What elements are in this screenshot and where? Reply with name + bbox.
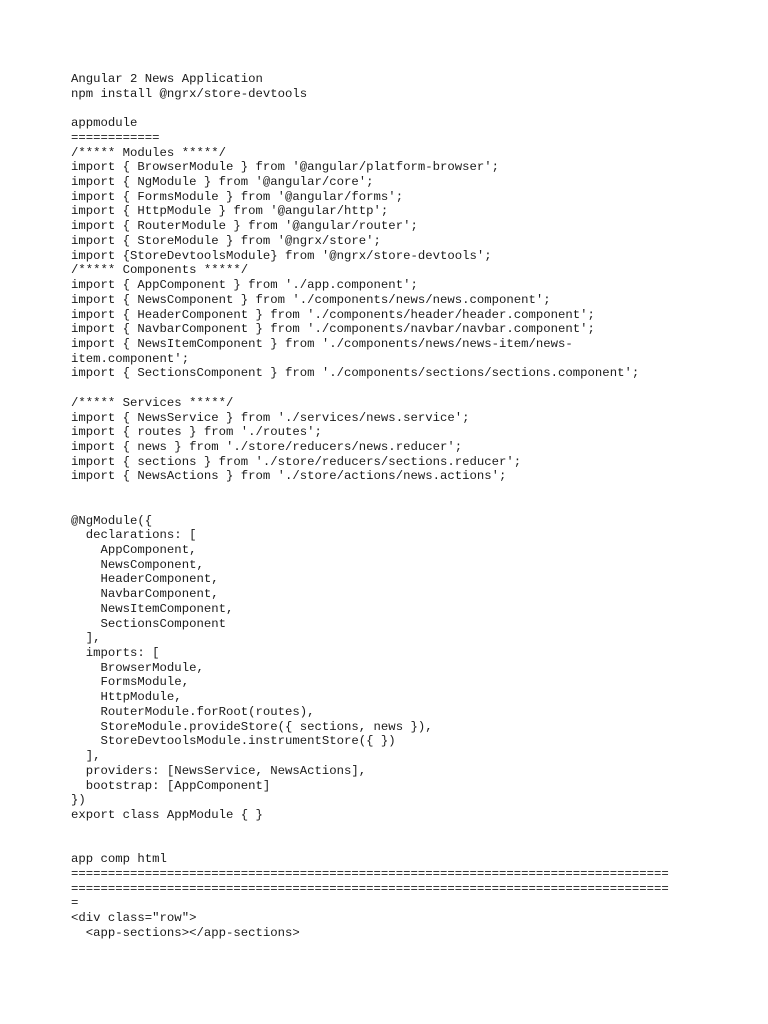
blank-line	[71, 499, 711, 514]
text-line: import { HeaderComponent } from './components/header/header.component';	[71, 307, 595, 322]
text-line: SectionsComponent	[71, 616, 226, 631]
text-line: appmodule	[71, 116, 138, 131]
text-line: RouterModule.forRoot(routes),	[71, 704, 315, 719]
text-line: import { NgModule } from '@angular/core';	[71, 175, 374, 190]
text-line: /***** Services *****/	[71, 395, 234, 410]
blank-line	[71, 823, 711, 838]
text-line: import { sections } from './store/reducers/sections.reducer';	[71, 454, 522, 469]
text-line: =================================================================================	[71, 866, 669, 881]
blank-line	[71, 484, 711, 499]
text-line: FormsModule,	[71, 675, 190, 690]
text-line: <div class="row">	[71, 910, 197, 925]
text-line: StoreModule.provideStore({ sections, news }),	[71, 719, 433, 734]
text-line: import { AppComponent } from './app.component';	[71, 278, 418, 293]
text-line: import { RouterModule } from '@angular/router';	[71, 219, 418, 234]
text-line: BrowserModule,	[71, 660, 204, 675]
text-line: Angular 2 News Application	[71, 72, 263, 86]
text-line: import { NewsItemComponent } from './components/news/news-item/news-	[71, 336, 573, 351]
text-line: StoreDevtoolsModule.instrumentStore({ })	[71, 734, 396, 749]
text-line: NewsComponent,	[71, 557, 204, 572]
text-line: import { HttpModule } from '@angular/http';	[71, 204, 389, 219]
text-line: NavbarComponent,	[71, 587, 219, 602]
text-line: import { BrowserModule } from '@angular/platform-browser';	[71, 160, 500, 175]
text-line: /***** Components *****/	[71, 263, 249, 278]
blank-line	[71, 381, 711, 396]
text-line: bootstrap: [AppComponent]	[71, 778, 271, 793]
text-line: import { SectionsComponent } from './components/sections/sections.component';	[71, 366, 640, 381]
blank-line	[71, 101, 711, 116]
text-line: AppComponent,	[71, 543, 197, 557]
text-line: import { routes } from './routes';	[71, 425, 322, 440]
text-line: app comp html	[71, 852, 167, 867]
text-line: HttpModule,	[71, 690, 182, 705]
text-line: =	[71, 896, 79, 911]
text-line: import { NewsActions } from './store/actions/news.actions';	[71, 469, 507, 484]
text-line: @NgModule({	[71, 513, 153, 528]
text-line: import { news } from './store/reducers/news.reducer';	[71, 439, 463, 454]
text-line: =================================================================================	[71, 881, 669, 896]
text-line: NewsItemComponent,	[71, 601, 234, 616]
text-line: ============	[71, 130, 160, 145]
text-line: import { NavbarComponent } from './components/navbar/navbar.component';	[71, 322, 595, 337]
text-line: import { StoreModule } from '@ngrx/store';	[71, 233, 381, 248]
text-line: HeaderComponent,	[71, 572, 219, 587]
text-line: export class AppModule { }	[71, 807, 263, 822]
blank-line	[71, 837, 711, 852]
text-line: import { NewsService } from './services/news.service';	[71, 410, 470, 425]
text-line: providers: [NewsService, NewsActions],	[71, 763, 367, 778]
text-line: /***** Modules *****/	[71, 145, 226, 160]
text-line: import { NewsComponent } from './components/news/news.component';	[71, 292, 551, 307]
text-line: item.component';	[71, 351, 190, 366]
text-line: imports: [	[71, 646, 160, 661]
text-line: ],	[71, 749, 101, 764]
text-line: npm install @ngrx/store-devtools	[71, 86, 308, 101]
text-line: declarations: [	[71, 528, 197, 543]
text-line: import {StoreDevtoolsModule} from '@ngrx/store-devtools';	[71, 248, 492, 263]
document-body	[71, 72, 711, 940]
text-line: <app-sections></app-sections>	[71, 925, 300, 940]
text-line: ],	[71, 631, 101, 646]
text-line: import { FormsModule } from '@angular/forms';	[71, 189, 404, 204]
text-line: })	[71, 793, 86, 808]
